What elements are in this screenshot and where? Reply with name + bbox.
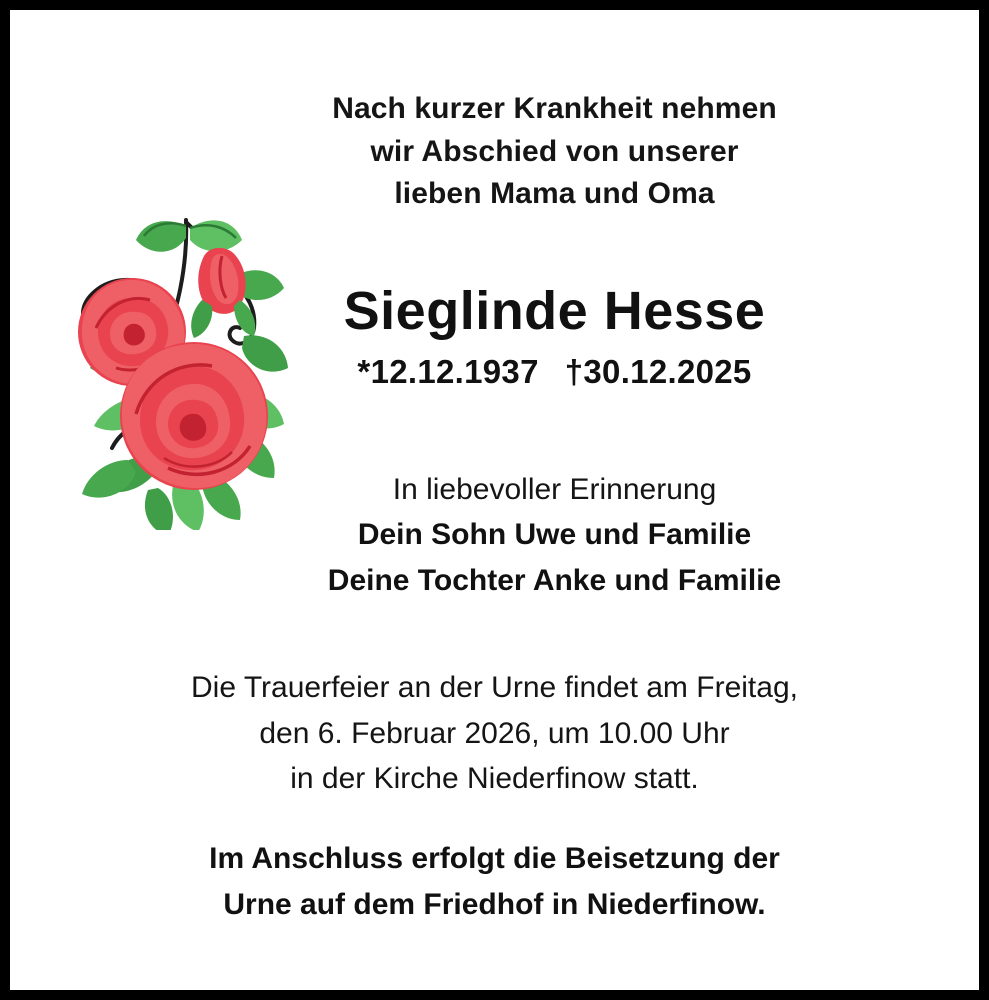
deceased-name: Sieglinde Hesse [343, 281, 766, 341]
deceased-dates [160, 353, 949, 391]
death-date: 30.12.2025 [583, 353, 752, 391]
service-line-1: Die Trauerfeier an der Urne findet am Freitag, [191, 671, 798, 704]
intro-line-1: Nach kurzer Krankheit nehmen [332, 92, 777, 125]
intro-line-2: wir Abschied von unserer [370, 134, 739, 168]
death-symbol: † [564, 353, 584, 391]
service-line-2: den 6. Februar 2026, um 10.00 Uhr [259, 716, 730, 750]
burial-block [40, 836, 949, 927]
intro-line-3: lieben Mama und Oma [394, 177, 715, 211]
service-line-3: in der Kirche Niederfinow statt. [290, 762, 699, 796]
memory-line-2: Dein Sohn Uwe und Familie [357, 517, 752, 551]
deceased-block [160, 282, 949, 391]
burial-line-1: Im Anschluss erfolgt die Beisetzung der [209, 842, 780, 875]
memory-block [160, 468, 949, 605]
notice-inner [10, 10, 979, 990]
memory-line-3: Deine Tochter Anke und Familie [327, 564, 782, 597]
memory-line-1: In liebevoller Erinnerung [392, 473, 717, 506]
burial-line-2: Urne auf dem Friedhof in Niederfinow. [223, 887, 766, 921]
intro-block [160, 88, 949, 216]
service-block [40, 665, 949, 802]
birth-symbol: * [357, 353, 371, 391]
birth-date: 12.12.1937 [370, 353, 539, 391]
